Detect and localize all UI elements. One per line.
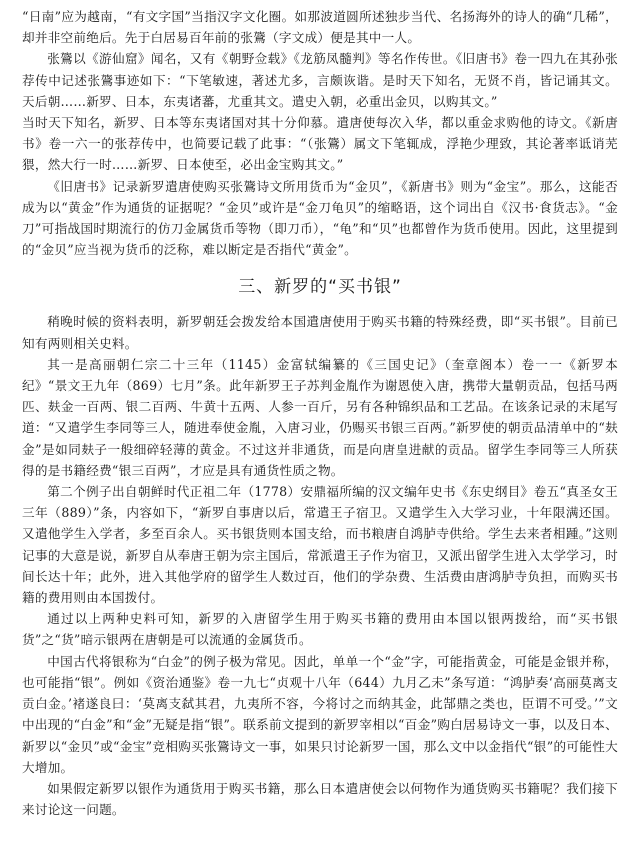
paragraph: “日南”应为越南，“有文字国”当指汉字文化圈。如那波道圆所述独步当代、名扬海外的诗人的确“几稀”，却并非空前绝后。先于白居易百年前的张鷟（字文成）便是其中一人。	[22, 9, 618, 46]
paragraph: 其一是高丽朝仁宗二十三年（1145）金富轼编纂的《三国史记》（奎章阁本）卷一一《新罗本纪》“景文王九年（869）七月”条。此年新罗王子苏判金胤作为谢恩使入唐，携带大量朝贡品，包括马两匹、麸金一百两、银二百两、牛黄十五两、人参一百斤，另有各种锦织品和工艺品。在该条记录的末尾写道：“又遣学生李同等三人，随进奉使金胤，入唐习业，仍赐买书银三百两。”新罗使的朝贡品清单中的“麸金”是如同麸子一般细碎轻薄的黄金。不过这并非通货，而是向唐皇进献的贡品。留学生李同等三人所获得的是书籍经费“银三百两”，才应是具有通货性质之物。	[22, 356, 618, 478]
section-title: 三、新罗的“买书银”	[238, 277, 402, 298]
paragraph: 张鷟以《游仙窟》闻名，又有《朝野佥载》《龙筋凤髓判》等名作传世。《旧唐书》卷一四九在其孙张荐传中记述张鷟事迹如下：“下笔敏速，著述尤多，言颇诙谐。是时天下知名，无贤不肖，皆记诵其文。天后朝……新罗、日本，东夷诸蕃，尤重其文。遣史入朝，必重出金贝，以购其文。”	[22, 51, 618, 109]
paragraph: 通过以上两种史料可知，新罗的入唐留学生用于购买书籍的费用由本国以银两拨给，而“买书银货”之“货”暗示银两在唐朝是可以流通的金属货币。	[22, 611, 618, 648]
paragraph: 如果假定新罗以银作为通货用于购买书籍，那么日本遣唐使会以何物作为通货购买书籍呢？我们接下来讨论这一问题。	[22, 780, 618, 818]
paragraph: 《旧唐书》记录新罗遣唐使购买张鷟诗文所用货币为“金贝”，《新唐书》则为“金宝”。那么，这能否成为以“黄金”作为通货的证据呢？“金贝”或许是“金刀龟贝”的缩略语，这个词出自《汉书·食货志》。“金刀”可指战国时期流行的仿刀金属货币等物（即刀币），“龟”和“贝”也都曾作为货币使用。因此，这里提到的“金贝”应当视为货币的泛称，难以断定是否指代“黄金”。	[22, 178, 618, 258]
text-block-bottom	[22, 311, 618, 820]
paragraph: 第二个例子出自朝鲜时代正祖二年（1778）安鼎福所编的汉文编年史书《东史纲目》卷五“真圣女王三年（889）”条，内容如下，“新罗自事唐以后，常遣王子宿卫。又遣学生入大学习业，十年限满还国。又遣他学生入学者，多至百余人。买书银货则本国支给，而书粮唐自鸿胪寺供给。学生去来者相踵。”这则记事的大意是说，新罗自从奉唐王朝为宗主国后，常派遣王子作为宿卫，又派出留学生进入太学学习，时间长达十年；此外，进入其他学府的留学生人数过百，他们的学杂费、生活费由唐鸿胪寺负担，而购买书籍的费用则由本国拨付。	[22, 484, 618, 606]
paragraph: 当时天下知名，新罗、日本等东夷诸国对其十分仰慕。遣唐使每次入华，都以重金求购他的诗文。《新唐书》卷一六一的张荐传中，也简要记载了此事：“（张鷟）属文下笔辄成，浮艳少理致，其论著率诋诮芜猥，然大行一时……新罗、日本使至，必出金宝购其文。”	[22, 115, 618, 173]
paragraph: 中国古代将银称为“白金”的例子极为常见。因此，单单一个“金”字，可能指黄金，可能是金银并称，也可能指“银”。例如《资治通鉴》卷一九七“贞观十八年（644）九月乙未”条写道：“鸿胪奏‘高丽莫离支贡白金。’褚遂良曰：‘莫离支弑其君，九夷所不容，今将讨之而纳其金，此郜鼎之类也，臣谓不可受。’”文中出现的“白金”和“金”无疑是指“银”。联系前文提到的新罗宰相以“百金”购白居易诗文一事，以及日本、新罗以“金贝”或“金宝”竞相购买张鷟诗文一事，如果只讨论新罗一国，那么文中以金指代“银”的可能性大大增加。	[22, 653, 618, 775]
text-block-top	[22, 6, 618, 260]
paragraph: 稍晚时候的资料表明，新罗朝廷会拨发给本国遣唐使用于购买书籍的特殊经费，即“买书银”。目前已知有两则相关史料。	[22, 314, 618, 351]
